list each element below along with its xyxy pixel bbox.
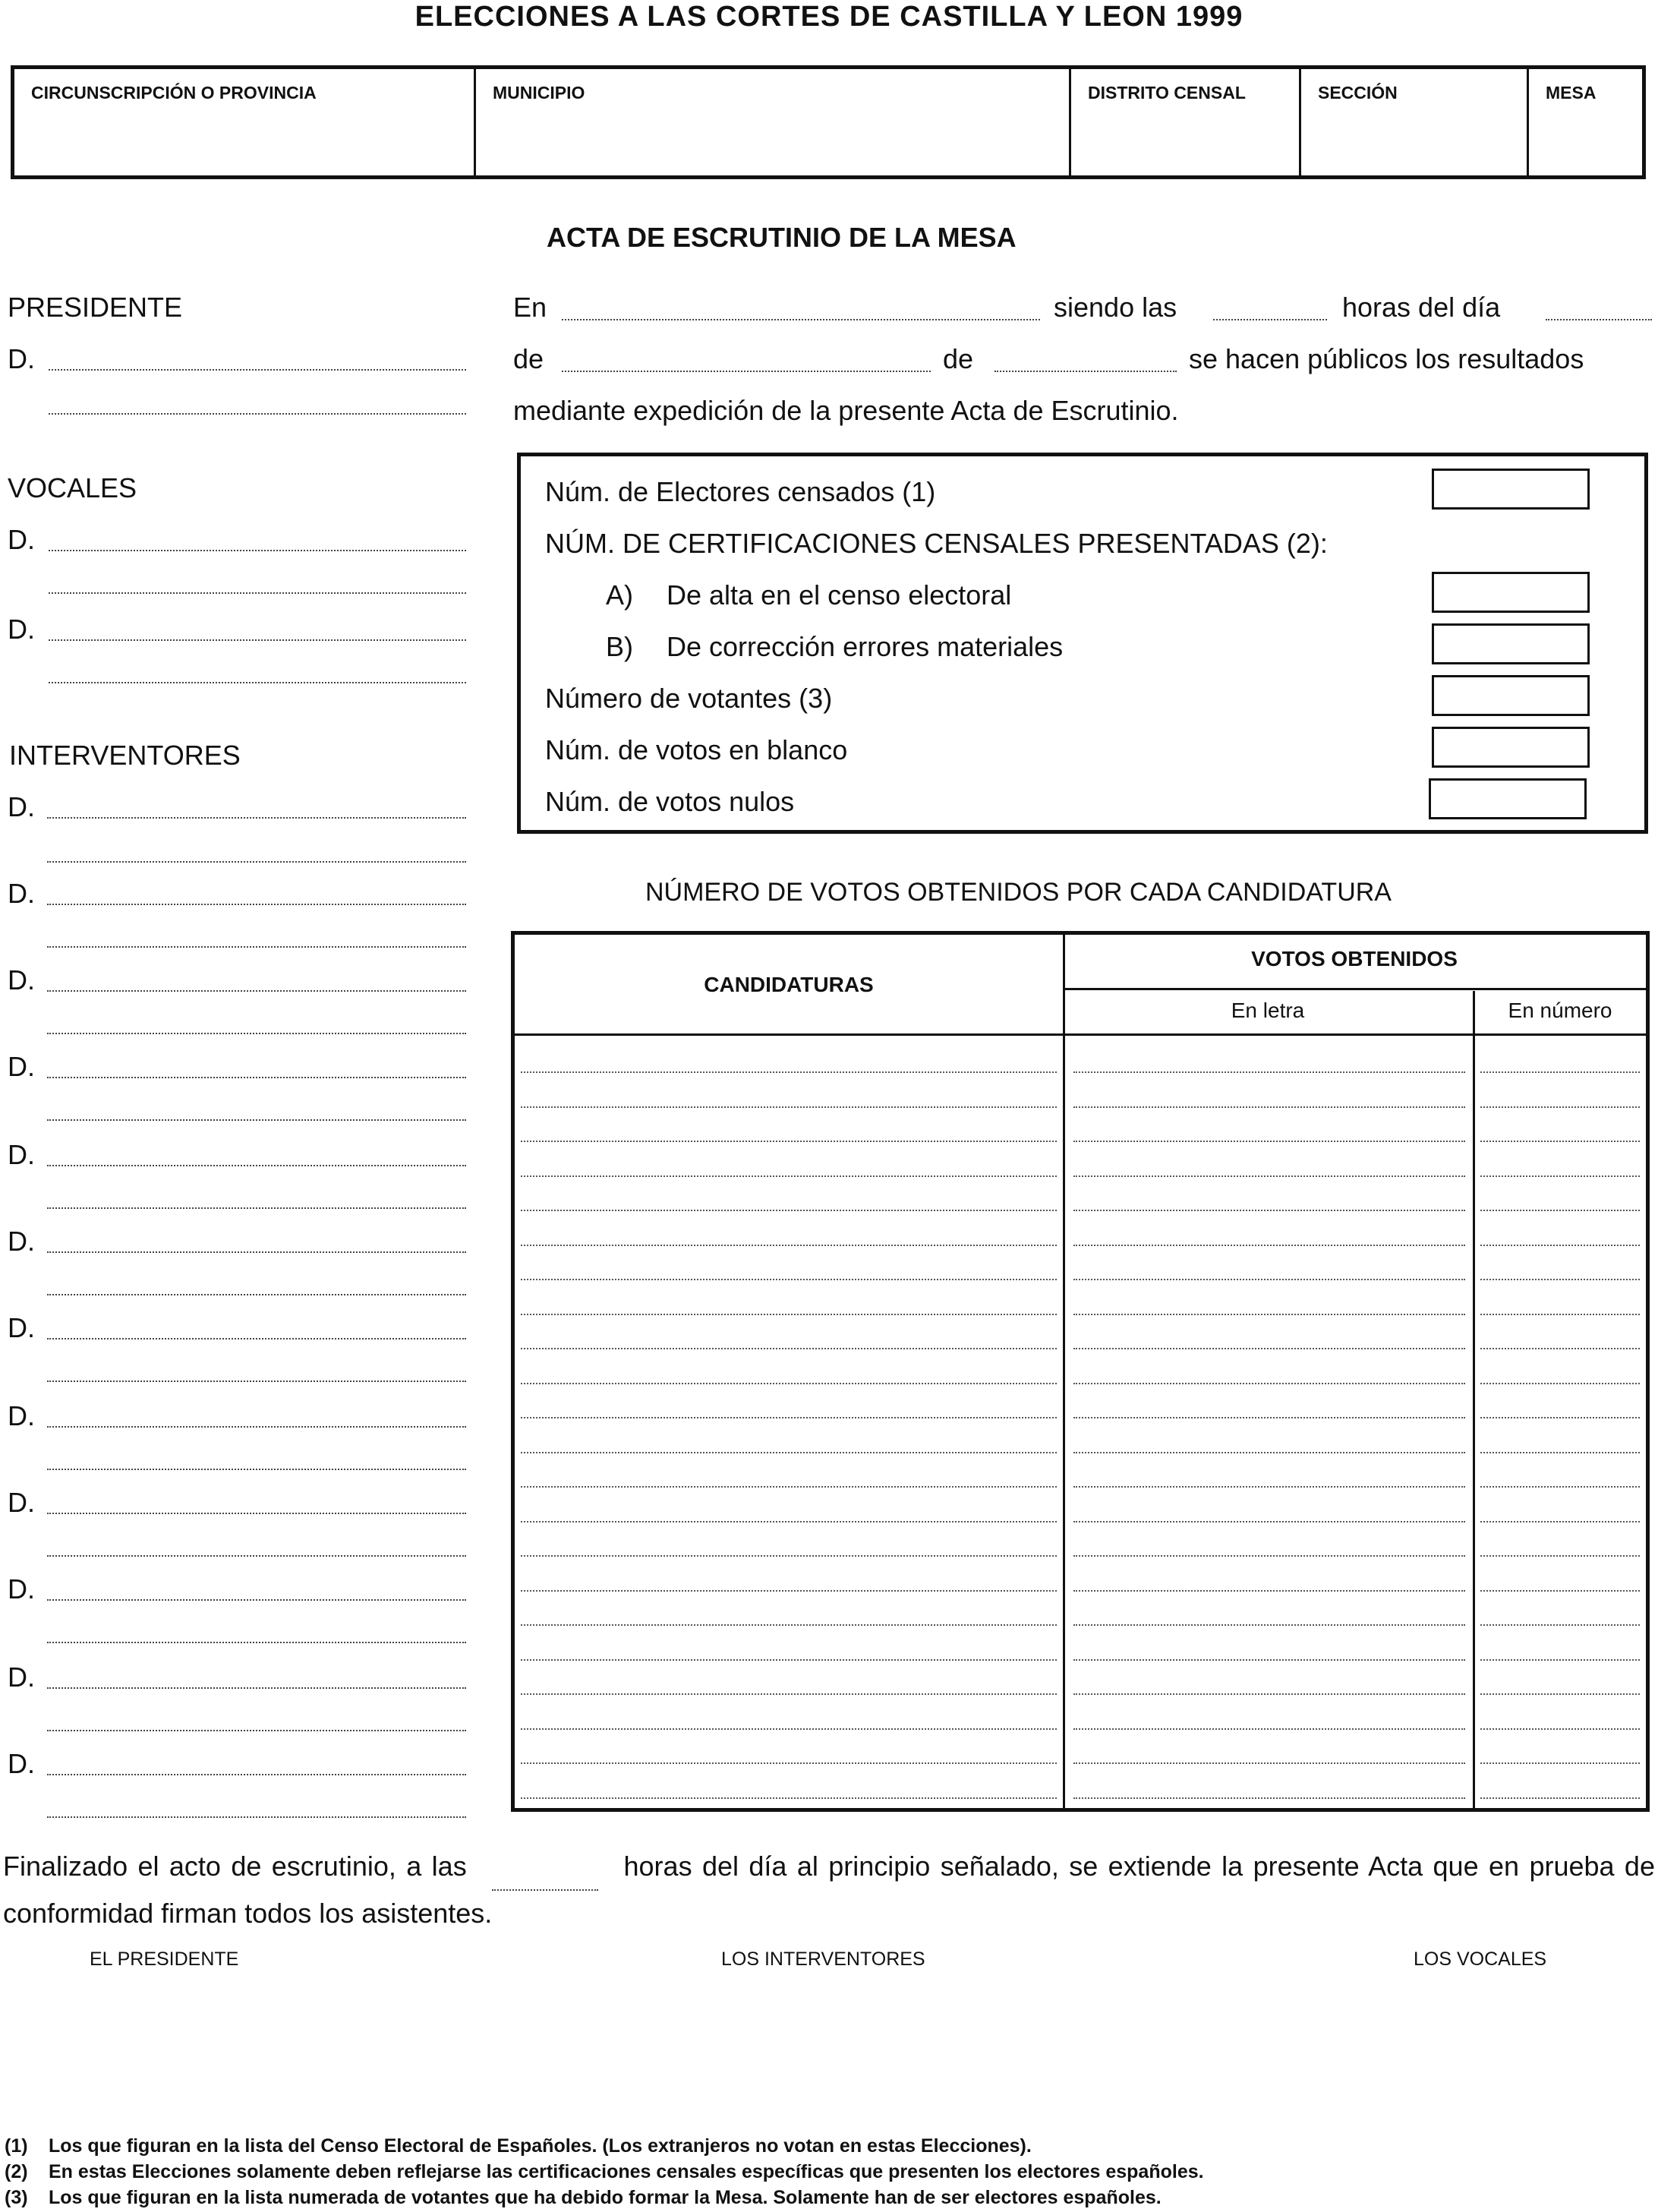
table-row-line[interactable] [521,1762,1057,1764]
fill-line[interactable] [47,861,466,863]
table-row-line[interactable] [1073,1693,1465,1695]
summary-box [517,453,1648,834]
label-blanco: Núm. de votos en blanco [545,734,848,765]
label-votantes: Número de votantes (3) [545,683,833,714]
input-correccion-errores[interactable] [1432,623,1590,664]
d-prefix: D. [8,791,35,822]
fill-line[interactable] [47,1033,466,1034]
fill-line[interactable] [47,1469,466,1470]
d-prefix: D. [8,878,35,909]
table-row-line[interactable] [1073,1521,1465,1523]
table-row-line[interactable] [521,1175,1057,1177]
fill-hour[interactable] [1213,319,1327,320]
table-row-line[interactable] [1073,1175,1465,1177]
col-divider [1063,935,1065,1808]
footnote-1 [5,2135,1032,2157]
closing-paragraph [3,1844,1655,1936]
input-votantes[interactable] [1432,675,1590,716]
intro-de-2: de [943,343,974,374]
fill-line[interactable] [47,990,466,992]
fill-line[interactable] [47,904,466,905]
d-prefix: D. [8,614,35,645]
field-label: DISTRITO CENSAL [1088,83,1246,103]
table-row-line[interactable] [521,1071,1057,1073]
fill-line[interactable] [47,1816,466,1818]
table-row-line[interactable] [521,1728,1057,1730]
fill-line[interactable] [47,1338,466,1340]
fill-line[interactable] [47,1774,466,1775]
fill-closing-hour[interactable] [492,1844,598,1891]
table-row-line[interactable] [521,1693,1057,1695]
field-mesa[interactable] [1529,69,1642,175]
fill-line[interactable] [49,592,466,594]
footnote-3 [5,2187,1162,2209]
table-row-line[interactable] [1480,1175,1640,1177]
closing-text-2: horas del día al principio señalado, se extiende la presente Acta que en prueba de conformidad firman todos los asistentes. [3,1851,1655,1929]
label-certificaciones: NÚM. DE CERTIFICACIONES CENSALES PRESENTADAS (2): [545,528,1328,559]
d-prefix: D. [8,1487,35,1518]
table-row-line[interactable] [1480,1417,1640,1418]
fill-line[interactable] [47,1426,466,1428]
interventores-heading: INTERVENTORES [9,740,241,771]
intro-en: En [513,292,547,323]
label-b-letter: B) [606,631,633,662]
table-row-line[interactable] [1073,1348,1465,1349]
table-row-line[interactable] [1073,1728,1465,1730]
table-row-line[interactable] [1480,1693,1640,1695]
closing-text-1: Finalizado el acto de escrutinio, a las [3,1851,467,1882]
input-alta-censo[interactable] [1432,572,1590,613]
table-row-line[interactable] [521,1141,1057,1142]
field-label: MUNICIPIO [493,83,585,103]
table-row-line[interactable] [1073,1590,1465,1592]
fill-day[interactable] [1546,319,1652,320]
fill-line[interactable] [49,550,466,551]
table-row-line[interactable] [521,1521,1057,1523]
table-row-line[interactable] [1480,1521,1640,1523]
table-row-line[interactable] [1480,1141,1640,1142]
fill-line[interactable] [47,1165,466,1166]
header-bottom [515,1033,1646,1036]
d-prefix: D. [8,1051,35,1082]
table-row-line[interactable] [1480,1762,1640,1764]
footnote-number: (3) [5,2187,28,2208]
field-distrito[interactable] [1071,69,1301,175]
col-en-numero: En número [1508,999,1612,1022]
table-row-line[interactable] [1480,1728,1640,1730]
table-row-line[interactable] [521,1314,1057,1315]
table-row-line[interactable] [521,1555,1057,1557]
d-prefix: D. [8,1573,35,1605]
col-votos-obtenidos: VOTOS OBTENIDOS [1251,947,1458,970]
table-row-line[interactable] [521,1279,1057,1280]
intro-de-1: de [513,343,544,374]
table-row-line[interactable] [1073,1762,1465,1764]
table-row-line[interactable] [1073,1486,1465,1488]
fill-line[interactable] [47,1730,466,1731]
d-prefix: D. [8,524,35,555]
table-row-line[interactable] [1480,1314,1640,1315]
footnote-number: (2) [5,2161,28,2182]
fill-line[interactable] [47,1642,466,1643]
table-row-line[interactable] [521,1245,1057,1246]
table-row-line[interactable] [521,1797,1057,1799]
table-row-line[interactable] [1073,1071,1465,1073]
table-row-line[interactable] [1073,1659,1465,1661]
fill-line[interactable] [47,1077,466,1078]
table-row-line[interactable] [1480,1624,1640,1626]
table-row-line[interactable] [1073,1417,1465,1418]
table-row-line[interactable] [1073,1383,1465,1384]
intro-mediante: mediante expedición de la presente Acta de Escrutinio. [513,395,1179,426]
d-prefix: D. [8,1226,35,1257]
fill-line[interactable] [47,1119,466,1121]
footnote-number: (1) [5,2135,28,2157]
fill-line[interactable] [47,1381,466,1382]
fill-line[interactable] [49,413,466,415]
label-electores: Núm. de Electores censados (1) [545,476,936,507]
field-label: CIRCUNSCRIPCIÓN O PROVINCIA [31,83,317,103]
d-prefix: D. [8,1312,35,1343]
table-row-line[interactable] [1480,1348,1640,1349]
table-row-line[interactable] [521,1210,1057,1211]
col-candidaturas: CANDIDATURAS [704,973,874,996]
fill-line[interactable] [47,1294,466,1295]
fill-line[interactable] [49,369,466,371]
table-row-line[interactable] [521,1486,1057,1488]
fill-line[interactable] [47,1555,466,1557]
d-prefix: D. [8,964,35,996]
table-row-line[interactable] [1480,1555,1640,1557]
table-row-line[interactable] [521,1348,1057,1349]
signature-interventores: LOS INTERVENTORES [721,1949,925,1970]
fill-line[interactable] [49,682,466,683]
table-row-line[interactable] [1480,1245,1640,1246]
table-row-line[interactable] [1073,1624,1465,1626]
fill-line[interactable] [47,946,466,948]
label-b-text: De corrección errores materiales [667,631,1064,662]
table-row-line[interactable] [1480,1486,1640,1488]
document-title: ELECCIONES A LAS CORTES DE CASTILLA Y LEON 1999 [414,1,1244,33]
vocales-heading: VOCALES [8,472,137,503]
d-prefix: D. [8,1139,35,1170]
field-circunscripcion[interactable] [14,69,476,175]
fill-line[interactable] [47,1513,466,1514]
footnote-text: Los que figuran en la lista del Censo Electoral de Españoles. (Los extranjeros no votan en estas Elecciones). [49,2135,1032,2157]
candidaturas-title: NÚMERO DE VOTOS OBTENIDOS POR CADA CANDIDATURA [645,878,1392,907]
table-row-line[interactable] [1480,1452,1640,1453]
table-row-line[interactable] [1073,1210,1465,1211]
table-row-line[interactable] [1480,1106,1640,1108]
table-row-line[interactable] [1073,1314,1465,1315]
field-seccion[interactable] [1301,69,1529,175]
fill-place[interactable] [562,319,1040,320]
input-electores[interactable] [1432,469,1590,510]
fill-line[interactable] [49,639,466,641]
table-row-line[interactable] [521,1417,1057,1418]
table-row-line[interactable] [521,1452,1057,1453]
d-prefix: D. [8,343,35,374]
table-row-line[interactable] [521,1659,1057,1661]
label-nulos: Núm. de votos nulos [545,786,795,817]
table-row-line[interactable] [1480,1071,1640,1073]
label-a-text: De alta en el censo electoral [667,579,1012,611]
table-row-line[interactable] [521,1106,1057,1108]
acta-title: ACTA DE ESCRUTINIO DE LA MESA [547,222,1017,253]
field-label: SECCIÓN [1318,83,1398,103]
input-votos-nulos[interactable] [1429,778,1587,819]
table-row-line[interactable] [1073,1279,1465,1280]
footnote-2 [5,2161,1204,2183]
table-row-line[interactable] [1480,1383,1640,1384]
fill-line[interactable] [47,817,466,819]
table-row-line[interactable] [1480,1590,1640,1592]
intro-siendo-las: siendo las [1054,292,1177,323]
signature-vocales: LOS VOCALES [1414,1949,1547,1970]
col-divider [1473,991,1475,1808]
table-row-line[interactable] [521,1590,1057,1592]
table-row-line[interactable] [1073,1797,1465,1799]
table-row-line[interactable] [1073,1452,1465,1453]
signature-presidente: EL PRESIDENTE [90,1949,239,1970]
fill-line[interactable] [47,1687,466,1689]
label-a-letter: A) [606,579,633,611]
d-prefix: D. [8,1748,35,1779]
footnote-text: En estas Elecciones solamente deben reflejarse las certificaciones censales específicas que presenten los electores españoles. [49,2161,1204,2182]
col-en-letra: En letra [1231,999,1305,1022]
intro-se-hacen: se hacen públicos los resultados [1189,343,1584,374]
d-prefix: D. [8,1661,35,1693]
fill-line[interactable] [47,1599,466,1601]
candidaturas-table [511,931,1650,1812]
table-row-line[interactable] [521,1624,1057,1626]
table-row-line[interactable] [1480,1797,1640,1799]
fill-month[interactable] [562,371,931,372]
table-row-line[interactable] [1073,1245,1465,1246]
table-row-line[interactable] [1073,1141,1465,1142]
fill-line[interactable] [47,1251,466,1253]
location-header-table [11,65,1646,179]
header-divider [1063,988,1646,990]
intro-horas-del-dia: horas del día [1342,292,1501,323]
fill-line[interactable] [47,1207,466,1209]
field-label: MESA [1546,83,1597,103]
table-row-line[interactable] [1480,1210,1640,1211]
fill-year[interactable] [994,371,1177,372]
presidente-heading: PRESIDENTE [8,292,183,323]
input-votos-blanco[interactable] [1432,727,1590,768]
footnote-text: Los que figuran en la lista numerada de votantes que ha debido formar la Mesa. Solamente han de ser electores españoles. [49,2187,1162,2208]
table-row-line[interactable] [1480,1659,1640,1661]
field-municipio[interactable] [476,69,1071,175]
table-row-line[interactable] [1073,1555,1465,1557]
d-prefix: D. [8,1400,35,1431]
table-row-line[interactable] [1073,1106,1465,1108]
table-row-line[interactable] [521,1383,1057,1384]
table-row-line[interactable] [1480,1279,1640,1280]
